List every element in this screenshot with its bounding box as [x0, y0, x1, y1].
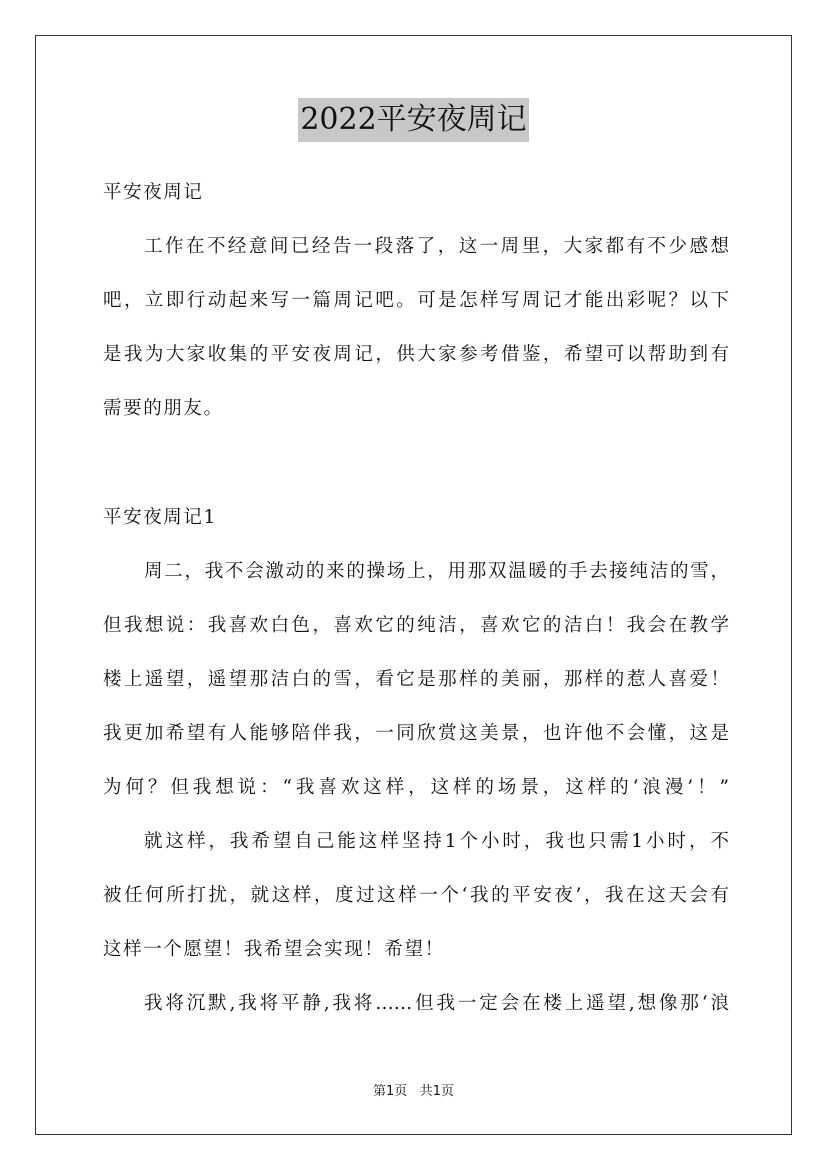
paragraph-line: 需要的朋友。 [103, 398, 224, 419]
paragraph-line: 我更加希望有人能够陪伴我，一同欣赏这美景，也许他不会懂，这是 [103, 723, 729, 744]
paragraph-line: 被任何所打扰，就这样，度过这样一个‘我的平安夜’，我在这天会有 [103, 885, 729, 906]
page-total: 共1页 [419, 1084, 454, 1099]
paragraph-line: 为何？但我想说：“我喜欢这样，这样的场景，这样的‘浪漫’！” [103, 777, 729, 798]
paragraph-line: 周二，我不会激动的来的操场上，用那双温暖的手去接纯洁的雪， [144, 561, 729, 582]
paragraph-line: 但我想说：我喜欢白色，喜欢它的纯洁，喜欢它的洁白！我会在教学 [103, 615, 729, 636]
title-container [0, 98, 827, 142]
section-heading: 平安夜周记1 [103, 507, 217, 528]
paragraph-line: 楼上遥望，遥望那洁白的雪，看它是那样的美丽，那样的惹人喜爱！ [103, 669, 729, 690]
paragraph-line: 是我为大家收集的平安夜周记，供大家参考借鉴，希望可以帮助到有 [103, 344, 729, 365]
paragraph-line: 我将沉默,我将平静,我将……但我一定会在楼上遥望,想像那‘浪 [144, 993, 729, 1014]
paragraph-line: 这样一个愿望！我希望会实现！希望！ [103, 939, 445, 960]
section-heading: 平安夜周记 [103, 182, 204, 203]
paragraph-line: 吧，立即行动起来写一篇周记吧。可是怎样写周记才能出彩呢？以下 [103, 290, 729, 311]
page-footer [0, 1083, 827, 1101]
document-title: 2022平安夜周记 [298, 98, 528, 142]
paragraph-line: 工作在不经意间已经告一段落了，这一周里，大家都有不少感想 [144, 236, 729, 257]
page-number: 第1页 [373, 1084, 408, 1099]
paragraph-line: 就这样，我希望自己能这样坚持1个小时，我也只需1小时，不 [144, 831, 729, 852]
